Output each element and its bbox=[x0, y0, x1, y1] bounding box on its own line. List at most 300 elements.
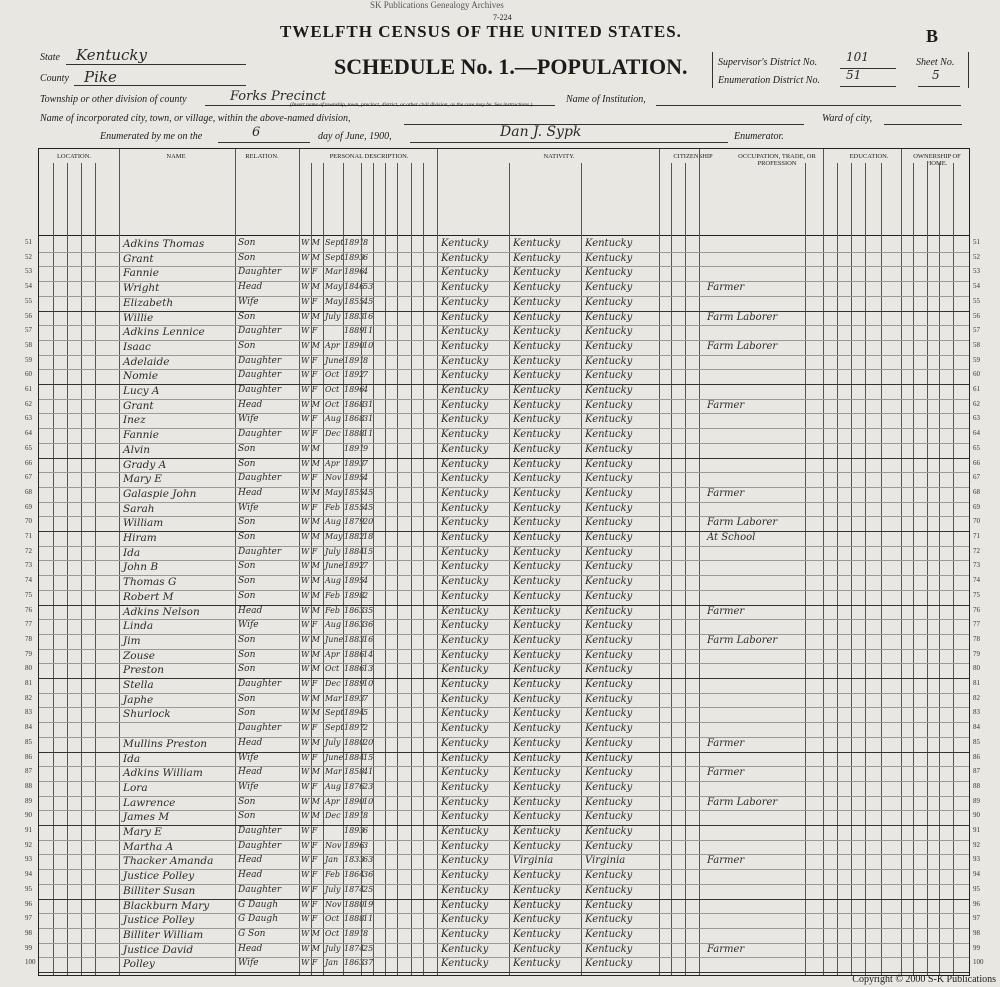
color-sex: W F bbox=[301, 296, 318, 306]
birth-year: 1883 bbox=[344, 311, 365, 321]
birthplace: Kentucky bbox=[441, 429, 489, 441]
relation: Head bbox=[238, 855, 263, 866]
person-name: Hiram bbox=[123, 532, 157, 544]
relation: Son bbox=[238, 796, 256, 807]
birthplace: Kentucky bbox=[441, 282, 489, 294]
father-birthplace: Kentucky bbox=[513, 458, 561, 470]
occupation: At School bbox=[707, 532, 756, 543]
row-number-right: 83 bbox=[973, 708, 980, 717]
row-number-right: 97 bbox=[973, 914, 980, 923]
birthplace: Kentucky bbox=[441, 723, 489, 735]
mother-birthplace: Kentucky bbox=[585, 884, 633, 896]
person-name: Jim bbox=[123, 634, 141, 647]
person-name: Polley bbox=[123, 958, 155, 971]
birth-year: 1896 bbox=[344, 385, 365, 394]
person-name: Lora bbox=[123, 781, 148, 794]
color-sex: W F bbox=[301, 326, 318, 336]
col-occupation: OCCUPATION, TRADE, OR PROFESSION bbox=[738, 153, 816, 167]
person-name: Isaac bbox=[123, 340, 151, 353]
age: 13 bbox=[363, 664, 374, 674]
age: 16 bbox=[363, 634, 374, 644]
row-number-right: 63 bbox=[973, 414, 980, 423]
color-sex: W F bbox=[301, 473, 318, 483]
father-birthplace: Kentucky bbox=[513, 958, 561, 970]
mother-birthplace: Kentucky bbox=[585, 267, 633, 279]
father-birthplace: Kentucky bbox=[513, 693, 561, 705]
relation: Wife bbox=[238, 620, 259, 631]
person-name: Justice Polley bbox=[123, 914, 195, 927]
col-ownership: OWNERSHIP OF HOME. bbox=[913, 153, 961, 167]
person-name: Sarah bbox=[123, 502, 155, 515]
row-number-left: 92 bbox=[25, 840, 32, 849]
relation: Daughter bbox=[238, 826, 282, 836]
person-name: Preston bbox=[123, 664, 164, 677]
row-number-right: 99 bbox=[973, 943, 980, 952]
relation: Son bbox=[238, 532, 256, 542]
color-sex: W F bbox=[301, 855, 318, 865]
birthplace: Kentucky bbox=[441, 502, 489, 514]
mother-birthplace: Kentucky bbox=[585, 473, 633, 485]
person-name: Justice Polley bbox=[123, 870, 195, 883]
birth-month: Aug bbox=[325, 576, 342, 586]
birth-month: Sept bbox=[325, 238, 344, 247]
row-number-right: 59 bbox=[973, 355, 980, 364]
person-name: Billiter Susan bbox=[123, 884, 196, 897]
color-sex: W F bbox=[301, 781, 318, 791]
enumerated-prefix: Enumerated by me on the bbox=[100, 131, 203, 142]
row-number-left: 91 bbox=[25, 826, 32, 834]
color-sex: W F bbox=[301, 502, 318, 512]
color-sex: W F bbox=[301, 355, 318, 365]
father-birthplace: Kentucky bbox=[513, 752, 561, 764]
col-location: LOCATION. bbox=[56, 153, 92, 160]
person-name: Lucy A bbox=[123, 385, 160, 397]
color-sex: W M bbox=[301, 811, 320, 821]
birthplace: Kentucky bbox=[441, 340, 489, 352]
father-birthplace: Kentucky bbox=[513, 796, 561, 808]
enumerated-mid: day of June, 1900, bbox=[318, 131, 392, 142]
birth-year: 1863 bbox=[344, 620, 365, 630]
row-number-left: 97 bbox=[25, 914, 32, 923]
age: 9 bbox=[363, 443, 369, 453]
birthplace: Kentucky bbox=[441, 840, 489, 852]
age: 2 bbox=[363, 590, 369, 600]
relation: Daughter bbox=[238, 723, 282, 734]
father-birthplace: Kentucky bbox=[513, 282, 561, 294]
person-name: Grant bbox=[123, 399, 154, 412]
father-birthplace: Kentucky bbox=[513, 605, 561, 617]
person-name: Stella bbox=[123, 679, 154, 691]
age: 14 bbox=[363, 649, 374, 659]
birth-year: 1855 bbox=[344, 296, 365, 306]
row-number-left: 69 bbox=[25, 502, 32, 511]
birth-month: Feb bbox=[325, 605, 340, 615]
occupation: Farm Laborer bbox=[707, 634, 778, 646]
color-sex: W M bbox=[301, 282, 320, 292]
row-number-right: 56 bbox=[973, 311, 980, 320]
father-birthplace: Kentucky bbox=[513, 767, 561, 779]
row-number-left: 74 bbox=[25, 576, 32, 585]
father-birthplace: Kentucky bbox=[513, 267, 561, 279]
age: 7 bbox=[363, 458, 369, 468]
age: 10 bbox=[363, 679, 374, 688]
birthplace: Kentucky bbox=[441, 576, 489, 588]
father-birthplace: Kentucky bbox=[513, 679, 561, 690]
enumeration-value: 51 bbox=[846, 68, 862, 82]
color-sex: W F bbox=[301, 914, 318, 924]
row-number-left: 78 bbox=[25, 634, 32, 643]
color-sex: W F bbox=[301, 267, 318, 277]
color-sex: W M bbox=[301, 238, 320, 247]
father-birthplace: Kentucky bbox=[513, 899, 561, 911]
color-sex: W M bbox=[301, 708, 320, 718]
mother-birthplace: Kentucky bbox=[585, 737, 633, 749]
birth-year: 1855 bbox=[344, 502, 365, 512]
row-number-left: 76 bbox=[25, 605, 32, 614]
person-name: Inez bbox=[123, 414, 146, 427]
birth-year: 1868 bbox=[344, 414, 365, 424]
father-birthplace: Kentucky bbox=[513, 532, 561, 543]
mother-birthplace: Kentucky bbox=[585, 781, 633, 793]
row-number-right: 79 bbox=[973, 649, 980, 658]
color-sex: W M bbox=[301, 458, 320, 468]
age: 7 bbox=[363, 370, 369, 380]
row-number-left: 57 bbox=[25, 326, 32, 335]
father-birthplace: Kentucky bbox=[513, 708, 561, 720]
age: 4 bbox=[363, 385, 369, 394]
row-number-left: 60 bbox=[25, 370, 32, 379]
birth-month: July bbox=[325, 311, 341, 321]
mother-birthplace: Kentucky bbox=[585, 443, 633, 455]
township-note: (Insert name of township, town, precinct, district, or other civil division, as the case may be. See instructions.) bbox=[290, 102, 533, 108]
birthplace: Kentucky bbox=[441, 664, 489, 676]
township-value: Forks Precinct bbox=[230, 89, 327, 104]
age: 53 bbox=[363, 282, 374, 292]
row-number-left: 61 bbox=[25, 385, 32, 393]
birth-month: Dec bbox=[325, 429, 341, 439]
row-number-right: 87 bbox=[973, 767, 980, 776]
copyright-notice: Copyright © 2000 S-K Publications bbox=[852, 974, 996, 985]
row-number-left: 68 bbox=[25, 487, 32, 496]
person-name: Ida bbox=[123, 546, 141, 559]
person-name: Mary E bbox=[123, 826, 162, 838]
sheet-value: 5 bbox=[932, 68, 940, 82]
person-name: Ida bbox=[123, 752, 141, 765]
row-number-right: 55 bbox=[973, 296, 980, 305]
mother-birthplace: Kentucky bbox=[585, 605, 633, 617]
row-number-right: 86 bbox=[973, 752, 980, 761]
row-number-right: 62 bbox=[973, 399, 980, 408]
birthplace: Kentucky bbox=[441, 355, 489, 367]
person-name: Thacker Amanda bbox=[123, 855, 214, 868]
relation: Wife bbox=[238, 502, 259, 513]
relation: Daughter bbox=[238, 473, 282, 484]
row-number-left: 98 bbox=[25, 928, 32, 937]
relation: Daughter bbox=[238, 326, 282, 337]
birthplace: Kentucky bbox=[441, 943, 489, 955]
father-birthplace: Kentucky bbox=[513, 296, 561, 308]
birth-year: 1891 bbox=[344, 238, 365, 247]
mother-birthplace: Kentucky bbox=[585, 590, 633, 602]
person-name: Fannie bbox=[123, 429, 159, 442]
age: 63 bbox=[363, 855, 374, 865]
mother-birthplace: Kentucky bbox=[585, 576, 633, 588]
row-number-right: 100 bbox=[973, 958, 984, 967]
person-name: Billiter William bbox=[123, 928, 204, 941]
father-birthplace: Kentucky bbox=[513, 399, 561, 411]
father-birthplace: Kentucky bbox=[513, 737, 561, 749]
birth-year: 1855 bbox=[344, 487, 365, 497]
father-birthplace: Kentucky bbox=[513, 340, 561, 352]
age: 45 bbox=[363, 502, 374, 512]
age: 7 bbox=[363, 693, 369, 703]
birth-year: 1891 bbox=[344, 811, 365, 821]
birthplace: Kentucky bbox=[441, 458, 489, 470]
occupation: Farmer bbox=[707, 943, 745, 955]
age: 36 bbox=[363, 620, 374, 630]
father-birthplace: Kentucky bbox=[513, 870, 561, 882]
relation: Wife bbox=[238, 296, 259, 307]
birth-month: Aug bbox=[325, 414, 342, 424]
father-birthplace: Kentucky bbox=[513, 355, 561, 367]
birth-year: 1892 bbox=[344, 561, 365, 571]
person-name: Mary E bbox=[123, 473, 162, 486]
age: 45 bbox=[363, 487, 374, 497]
person-name: Grady A bbox=[123, 458, 167, 471]
mother-birthplace: Kentucky bbox=[585, 517, 633, 529]
relation: Wife bbox=[238, 781, 259, 792]
state-label: State bbox=[40, 52, 60, 63]
age: 6 bbox=[363, 826, 369, 835]
relation: Son bbox=[238, 634, 256, 645]
age: 5 bbox=[363, 708, 369, 718]
row-number-left: 81 bbox=[25, 679, 32, 687]
mother-birthplace: Virginia bbox=[585, 855, 626, 867]
birthplace: Kentucky bbox=[441, 296, 489, 308]
mother-birthplace: Kentucky bbox=[585, 385, 633, 396]
mother-birthplace: Kentucky bbox=[585, 811, 633, 823]
birth-year: 1896 bbox=[344, 267, 365, 277]
birth-year: 1874 bbox=[344, 943, 365, 953]
relation: Head bbox=[238, 605, 263, 616]
birth-month: Sept bbox=[325, 252, 344, 262]
enumerator-label: Enumerator. bbox=[734, 131, 784, 142]
relation: Son bbox=[238, 576, 256, 587]
relation: Head bbox=[238, 767, 263, 778]
row-number-right: 96 bbox=[973, 899, 980, 908]
row-number-left: 95 bbox=[25, 884, 32, 893]
mother-birthplace: Kentucky bbox=[585, 502, 633, 514]
person-name: Linda bbox=[123, 620, 154, 633]
mother-birthplace: Kentucky bbox=[585, 767, 633, 779]
birth-month: Jan bbox=[325, 958, 339, 968]
mother-birthplace: Kentucky bbox=[585, 282, 633, 294]
birthplace: Kentucky bbox=[441, 884, 489, 896]
color-sex: W M bbox=[301, 767, 320, 777]
age: 10 bbox=[363, 796, 374, 806]
birth-month: July bbox=[325, 546, 341, 556]
row-number-right: 52 bbox=[973, 252, 980, 261]
birth-month: Oct bbox=[325, 914, 340, 924]
relation: Son bbox=[238, 561, 256, 572]
row-number-right: 57 bbox=[973, 326, 980, 335]
father-birthplace: Kentucky bbox=[513, 664, 561, 676]
mother-birthplace: Kentucky bbox=[585, 914, 633, 926]
birth-month: May bbox=[325, 296, 343, 306]
person-name: Willie bbox=[123, 311, 154, 324]
person-name: Japhe bbox=[123, 693, 154, 706]
color-sex: W F bbox=[301, 385, 318, 394]
mother-birthplace: Kentucky bbox=[585, 532, 633, 543]
census-title: TWELFTH CENSUS OF THE UNITED STATES. bbox=[280, 22, 682, 41]
relation: Daughter bbox=[238, 840, 282, 851]
row-number-left: 90 bbox=[25, 811, 32, 820]
birth-year: 1897 bbox=[344, 723, 365, 733]
row-number-right: 88 bbox=[973, 781, 980, 790]
birth-year: 1833 bbox=[344, 855, 365, 865]
birth-year: 1891 bbox=[344, 443, 365, 453]
birth-year: 1846 bbox=[344, 282, 365, 292]
person-name: Fannie bbox=[123, 267, 159, 280]
father-birthplace: Kentucky bbox=[513, 781, 561, 793]
relation: Head bbox=[238, 282, 263, 293]
color-sex: W M bbox=[301, 561, 320, 571]
mother-birthplace: Kentucky bbox=[585, 870, 633, 882]
birth-year: 1879 bbox=[344, 517, 365, 527]
mother-birthplace: Kentucky bbox=[585, 840, 633, 852]
relation: Wife bbox=[238, 414, 259, 425]
birth-year: 1891 bbox=[344, 928, 365, 938]
birthplace: Kentucky bbox=[441, 796, 489, 808]
birthplace: Kentucky bbox=[441, 473, 489, 485]
row-number-right: 74 bbox=[973, 576, 980, 585]
person-name: James M bbox=[123, 811, 170, 824]
age: 20 bbox=[363, 737, 374, 747]
schedule-title: SCHEDULE No. 1.—POPULATION. bbox=[334, 54, 688, 79]
birth-month: Apr bbox=[325, 458, 340, 468]
col-citizenship: CITIZENSHIP bbox=[673, 153, 713, 160]
birth-month: Oct bbox=[325, 399, 340, 409]
occupation: Farm Laborer bbox=[707, 311, 778, 323]
person-name: John B bbox=[123, 561, 159, 574]
mother-birthplace: Kentucky bbox=[585, 723, 633, 735]
age: 31 bbox=[363, 414, 374, 424]
row-number-right: 60 bbox=[973, 370, 980, 379]
color-sex: W M bbox=[301, 664, 320, 674]
enumerated-day: 6 bbox=[252, 125, 261, 140]
relation: Son bbox=[238, 443, 256, 454]
township-label: Township or other division of county bbox=[40, 94, 187, 105]
row-number-left: 56 bbox=[25, 311, 32, 320]
age: 11 bbox=[363, 326, 374, 336]
row-number-right: 82 bbox=[973, 693, 980, 702]
row-number-right: 95 bbox=[973, 884, 980, 893]
birth-month: Nov bbox=[325, 899, 342, 909]
row-number-right: 53 bbox=[973, 267, 980, 276]
person-name: Mullins Preston bbox=[123, 737, 208, 750]
father-birthplace: Kentucky bbox=[513, 502, 561, 514]
birth-month: Nov bbox=[325, 840, 342, 850]
row-number-left: 80 bbox=[25, 664, 32, 673]
birthplace: Kentucky bbox=[441, 385, 489, 396]
occupation: Farmer bbox=[707, 399, 745, 411]
birth-year: 1893 bbox=[344, 693, 365, 703]
color-sex: W M bbox=[301, 443, 320, 453]
birth-month: Feb bbox=[325, 502, 340, 512]
relation: Son bbox=[238, 590, 256, 601]
relation: Son bbox=[238, 340, 256, 351]
row-number-left: 54 bbox=[25, 282, 32, 291]
birth-year: 1895 bbox=[344, 473, 365, 483]
birth-year: 1863 bbox=[344, 605, 365, 615]
father-birthplace: Kentucky bbox=[513, 473, 561, 485]
occupation: Farm Laborer bbox=[707, 340, 778, 352]
birth-year: 1892 bbox=[344, 370, 365, 380]
relation: Son bbox=[238, 238, 256, 248]
relation: Head bbox=[238, 870, 263, 881]
person-name: Adkins Nelson bbox=[123, 605, 200, 618]
birth-month: July bbox=[325, 737, 341, 747]
mother-birthplace: Kentucky bbox=[585, 296, 633, 308]
age: 31 bbox=[363, 399, 374, 409]
person-name: Blackburn Mary bbox=[123, 899, 210, 912]
father-birthplace: Virginia bbox=[513, 855, 554, 867]
father-birthplace: Kentucky bbox=[513, 252, 561, 264]
row-number-left: 67 bbox=[25, 473, 32, 482]
row-number-right: 68 bbox=[973, 487, 980, 496]
color-sex: W F bbox=[301, 826, 318, 835]
row-number-right: 77 bbox=[973, 620, 980, 629]
row-number-left: 88 bbox=[25, 781, 32, 790]
supervisor-label: Supervisor's District No. bbox=[718, 57, 818, 68]
father-birthplace: Kentucky bbox=[513, 326, 561, 338]
birth-year: 1889 bbox=[344, 326, 365, 336]
row-number-left: 55 bbox=[25, 296, 32, 305]
relation: Daughter bbox=[238, 679, 282, 689]
row-number-left: 63 bbox=[25, 414, 32, 423]
birth-month: June bbox=[325, 561, 344, 571]
enumeration-label: Enumeration District No. bbox=[718, 75, 820, 86]
age: 15 bbox=[363, 546, 374, 556]
birth-month: Sept bbox=[325, 723, 344, 733]
age: 15 bbox=[363, 752, 374, 762]
birth-month: Oct bbox=[325, 385, 340, 394]
age: 19 bbox=[363, 899, 374, 909]
row-number-left: 53 bbox=[25, 267, 32, 276]
row-number-right: 94 bbox=[973, 870, 980, 879]
relation: Son bbox=[238, 458, 256, 469]
row-number-right: 70 bbox=[973, 517, 980, 526]
mother-birthplace: Kentucky bbox=[585, 458, 633, 470]
age: 7 bbox=[363, 561, 369, 571]
sheet-label: Sheet No. bbox=[916, 57, 955, 68]
father-birthplace: Kentucky bbox=[513, 487, 561, 499]
mother-birthplace: Kentucky bbox=[585, 708, 633, 720]
row-number-right: 67 bbox=[973, 473, 980, 482]
occupation: Farmer bbox=[707, 605, 745, 617]
age: 36 bbox=[363, 870, 374, 880]
relation: Son bbox=[238, 708, 256, 719]
relation: Son bbox=[238, 664, 256, 675]
birthplace: Kentucky bbox=[441, 752, 489, 764]
color-sex: W F bbox=[301, 723, 318, 733]
person-name: Wright bbox=[123, 282, 160, 295]
person-name: Shurlock bbox=[123, 708, 171, 721]
father-birthplace: Kentucky bbox=[513, 826, 561, 837]
birth-year: 1880 bbox=[344, 899, 365, 909]
state-value: Kentucky bbox=[76, 46, 147, 64]
birth-month: Feb bbox=[325, 590, 340, 600]
